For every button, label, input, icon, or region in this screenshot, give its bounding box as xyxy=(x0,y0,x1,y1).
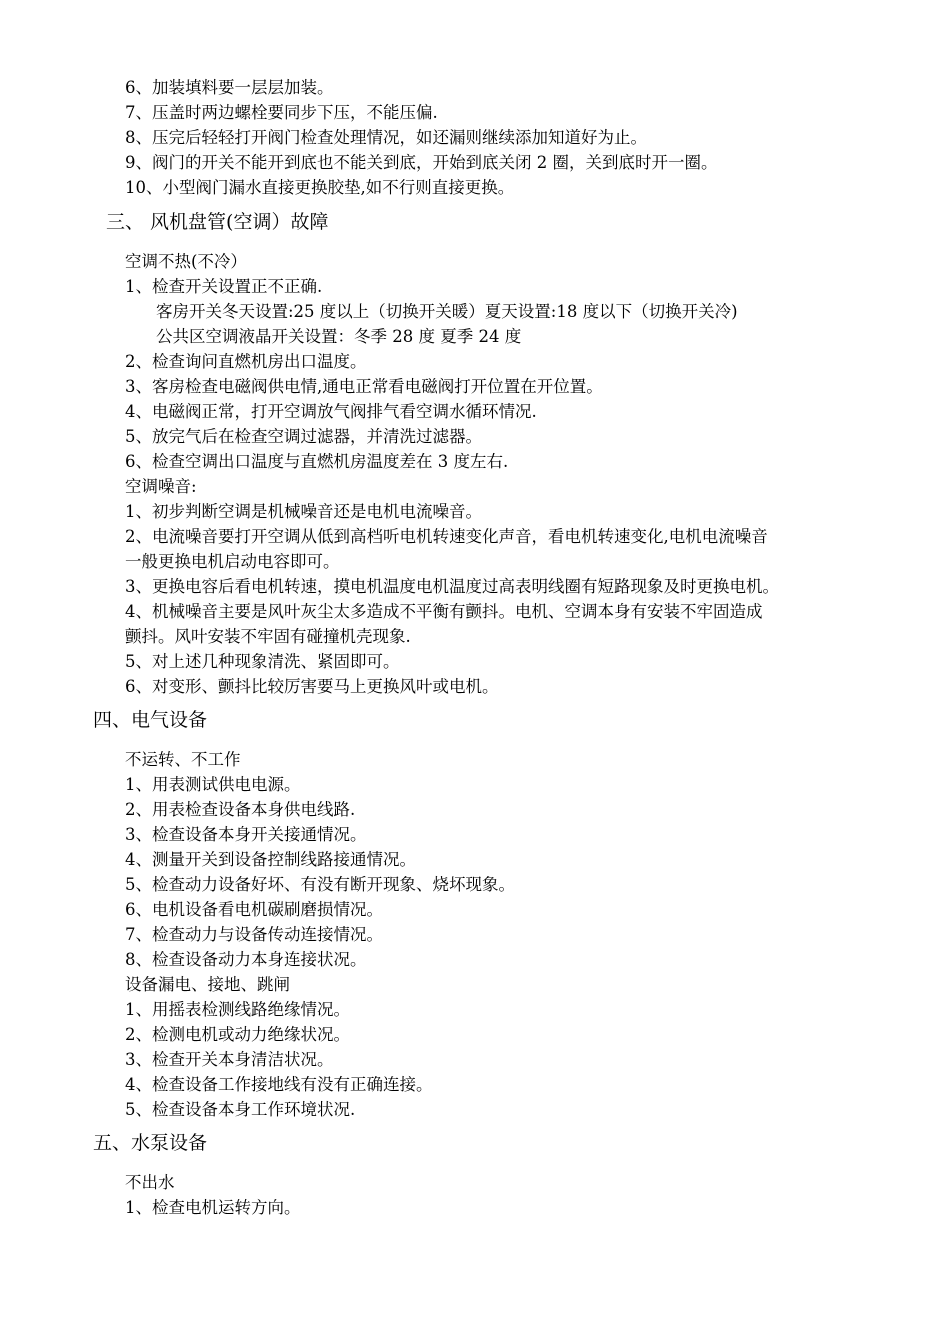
list-item: 4、测量开关到设备控制线路接通情况。 xyxy=(125,850,416,869)
list-item: 6、加装填料要一层层加装。 xyxy=(125,78,334,97)
list-item: 2、用表检查设备本身供电线路. xyxy=(125,800,356,819)
list-item: 1、初步判断空调是机械噪音还是电机电流噪音。 xyxy=(125,502,482,521)
list-item: 6、电机设备看电机碳刷磨损情况。 xyxy=(125,900,383,919)
list-item: 6、对变形、颤抖比较厉害要马上更换风叶或电机。 xyxy=(125,677,499,696)
list-item: 4、电磁阀正常，打开空调放气阀排气看空调水循环情况. xyxy=(125,402,537,421)
list-item: 8、检查设备动力本身连接状况。 xyxy=(125,950,367,969)
list-item: 3、更换电容后看电机转速，摸电机温度电机温度过高表明线圈有短路现象及时更换电机。 xyxy=(125,577,779,596)
list-item-detail: 客房开关冬天设置:25 度以上（切换开关暖）夏天设置:18 度以下（切换开关冷) xyxy=(156,302,738,321)
list-item-detail: 公共区空调液晶开关设置：冬季 28 度 夏季 24 度 xyxy=(156,327,522,346)
list-item: 4、检查设备工作接地线有没有正确连接。 xyxy=(125,1075,433,1094)
list-item: 1、用表测试供电电源。 xyxy=(125,775,301,794)
list-item: 3、检查开关本身清洁状况。 xyxy=(125,1050,334,1069)
list-item: 9、阀门的开关不能开到底也不能关到底，开始到底关闭 2 圈，关到底时开一圈。 xyxy=(125,153,718,172)
subsection-label: 空调不热(不冷） xyxy=(125,252,247,271)
list-item: 3、客房检查电磁阀供电情,通电正常看电磁阀打开位置在开位置。 xyxy=(125,377,603,396)
subsection-label: 不运转、不工作 xyxy=(125,750,241,769)
list-item-continuation: 一般更换电机启动电容即可。 xyxy=(125,552,340,571)
list-item: 1、检查开关设置正不正确. xyxy=(125,277,323,296)
list-item: 2、检查询问直燃机房出口温度。 xyxy=(125,352,367,371)
section-heading: 五、水泵设备 xyxy=(93,1132,208,1154)
list-item: 8、压完后轻轻打开阀门检查处理情况，如还漏则继续添加知道好为止。 xyxy=(125,128,647,147)
list-item: 5、检查动力设备好坏、有没有断开现象、烧坏现象。 xyxy=(125,875,515,894)
list-item: 7、压盖时两边螺栓要同步下压，不能压偏. xyxy=(125,103,438,122)
list-item: 5、检查设备本身工作环境状况. xyxy=(125,1100,356,1119)
list-item: 5、对上述几种现象清洗、紧固即可。 xyxy=(125,652,400,671)
list-item: 2、检测电机或动力绝缘状况。 xyxy=(125,1025,350,1044)
list-item: 10、小型阀门漏水直接更换胶垫,如不行则直接更换。 xyxy=(125,178,515,197)
list-item: 6、检查空调出口温度与直燃机房温度差在 3 度左右. xyxy=(125,452,509,471)
section-heading: 三、 风机盘管(空调）故障 xyxy=(106,211,329,233)
list-item: 7、检查动力与设备传动连接情况。 xyxy=(125,925,383,944)
list-item: 3、检查设备本身开关接通情况。 xyxy=(125,825,367,844)
subsection-label: 设备漏电、接地、跳闸 xyxy=(125,975,290,994)
list-item: 5、放完气后在检查空调过滤器，并清洗过滤器。 xyxy=(125,427,482,446)
subsection-label: 不出水 xyxy=(125,1173,175,1192)
list-item: 2、电流噪音要打开空调从低到高档听电机转速变化声音，看电机转速变化,电机电流噪音 xyxy=(125,527,768,546)
list-item: 4、机械噪音主要是风叶灰尘太多造成不平衡有颤抖。电机、空调本身有安装不牢固造成 xyxy=(125,602,763,621)
list-item: 1、用摇表检测线路绝缘情况。 xyxy=(125,1000,350,1019)
list-item: 1、检查电机运转方向。 xyxy=(125,1198,301,1217)
section-heading: 四、电气设备 xyxy=(93,709,208,731)
subsection-label: 空调噪音: xyxy=(125,477,197,496)
list-item-continuation: 颤抖。风叶安装不牢固有碰撞机壳现象. xyxy=(125,627,411,646)
